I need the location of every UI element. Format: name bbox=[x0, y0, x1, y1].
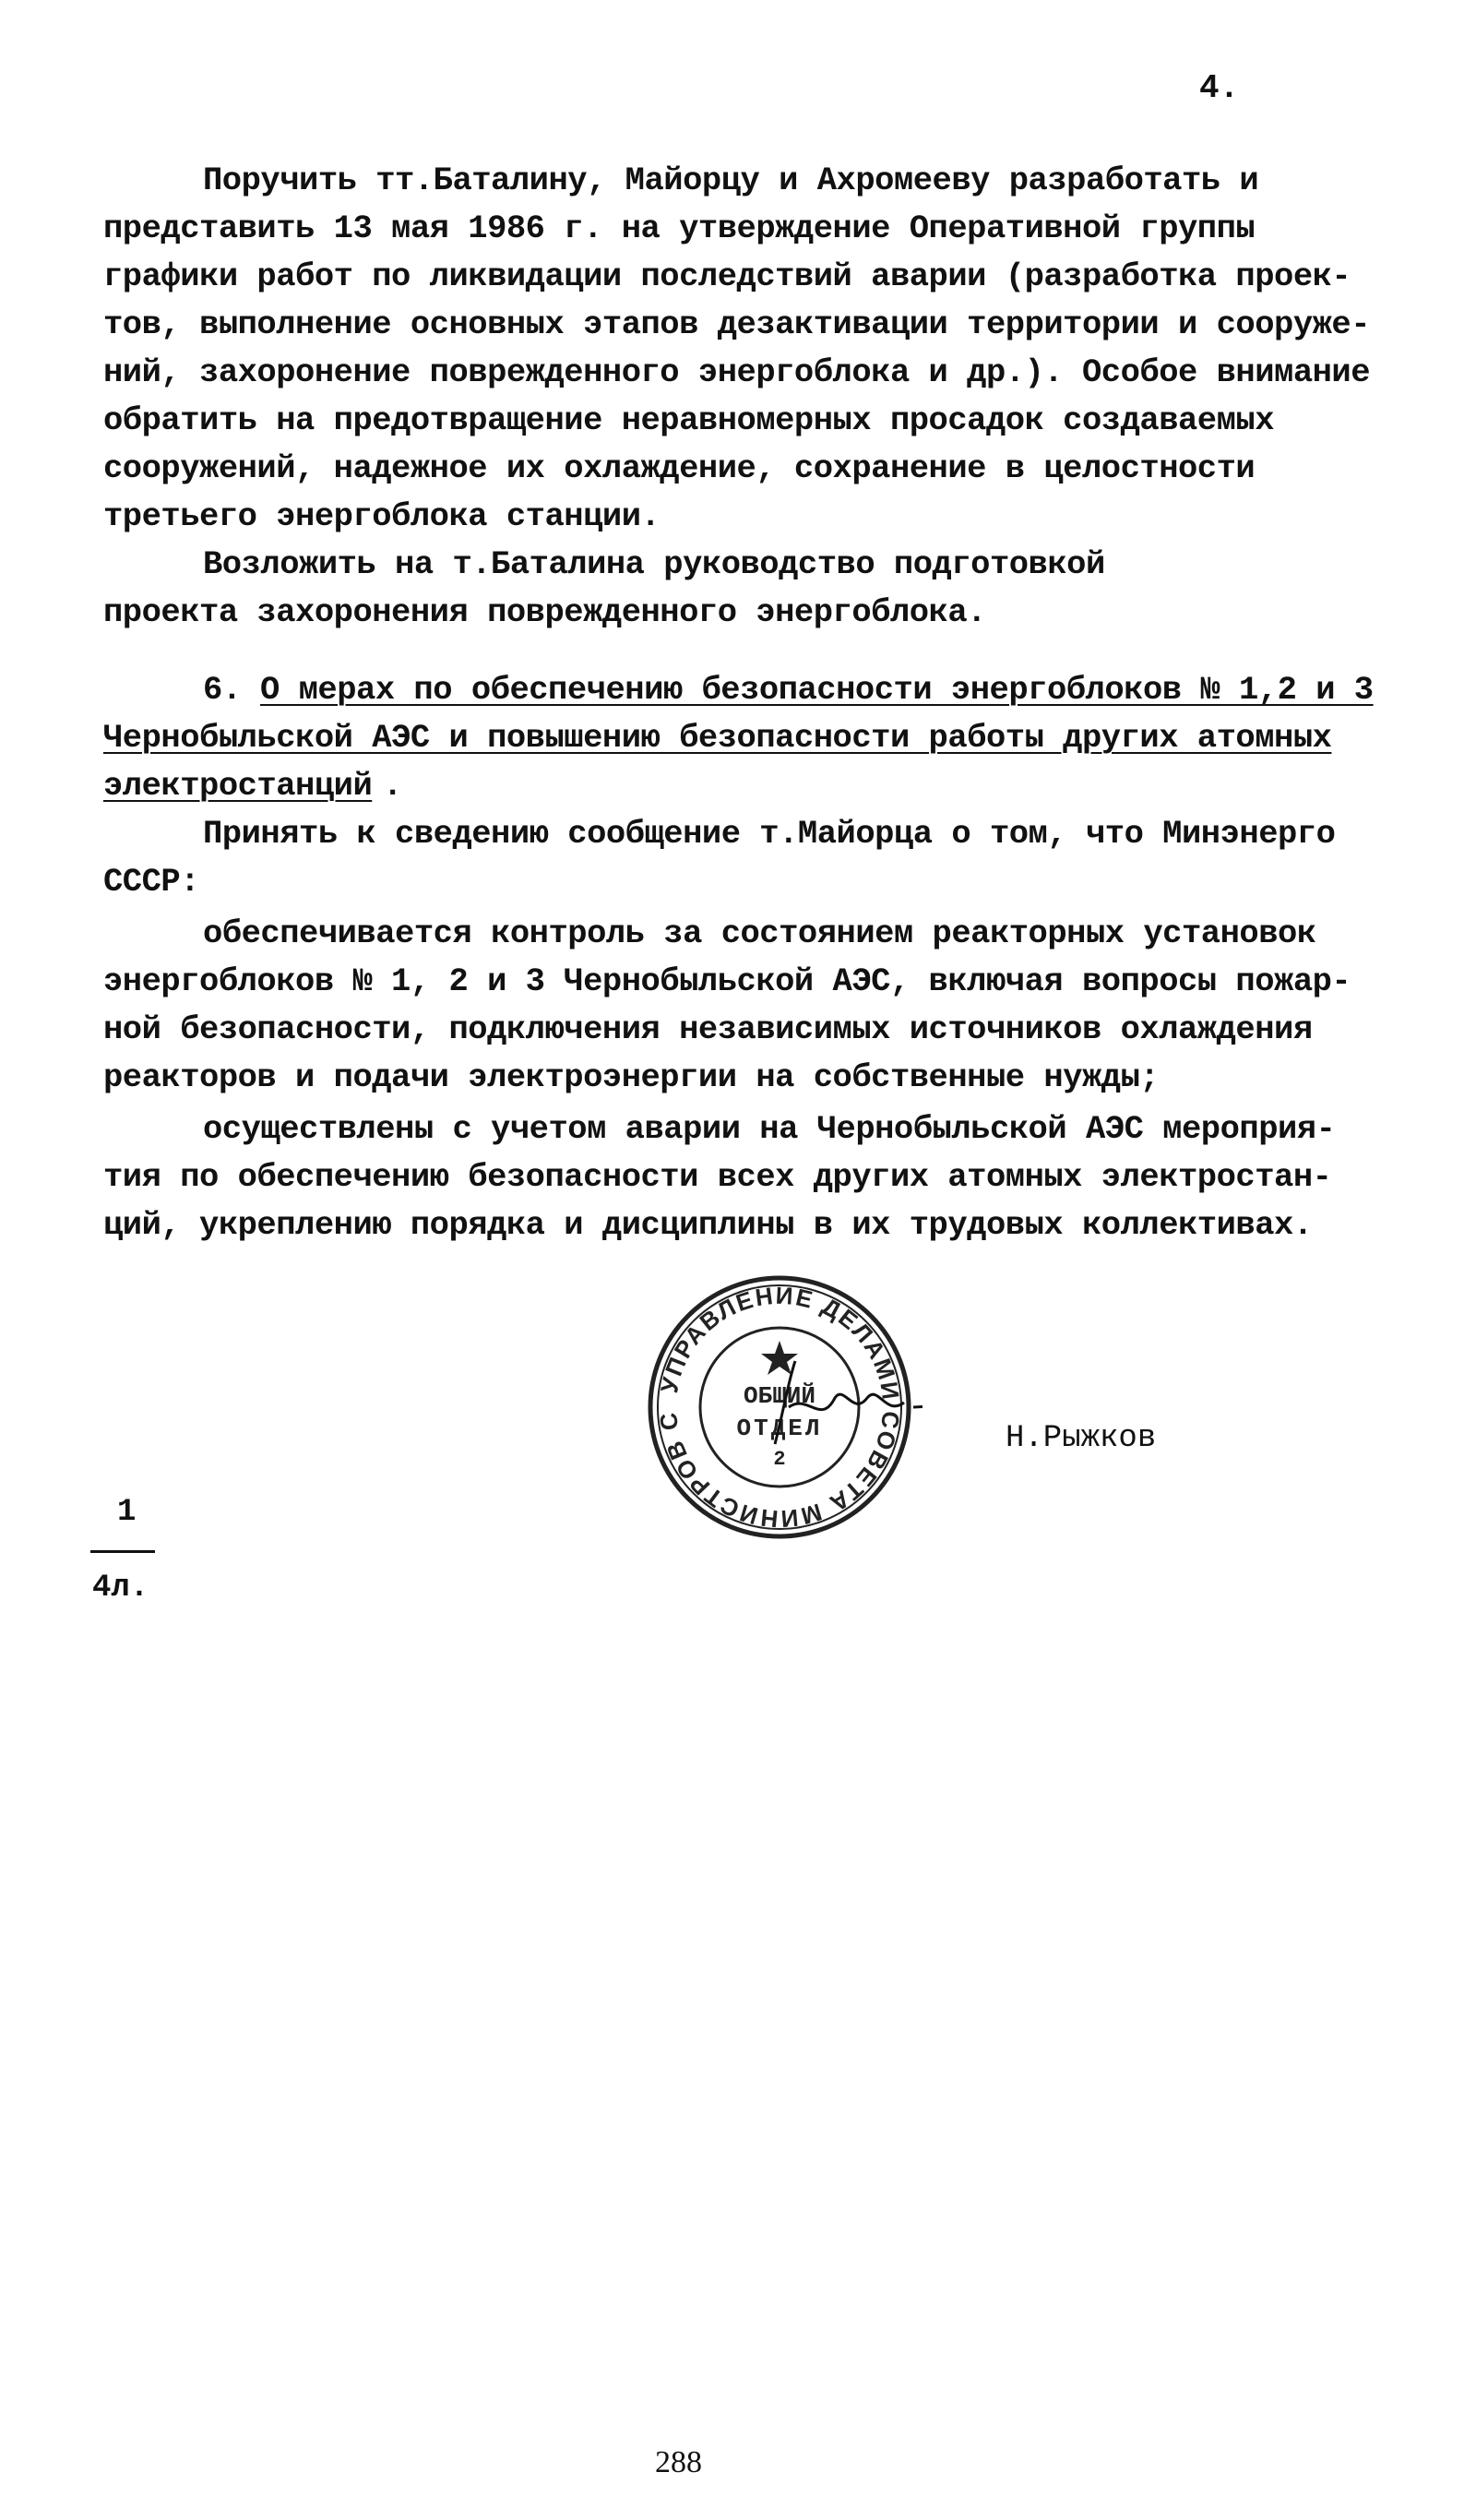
item-number: 6. bbox=[203, 671, 242, 709]
text-line: энергоблоков № 1, 2 и 3 Чернобыльской АЭС, включая вопросы пожар- bbox=[103, 962, 1351, 1000]
heading-line: О мерах по обеспечению безопасности энергоблоков № 1,2 и 3 bbox=[260, 671, 1374, 709]
seal-graphic bbox=[637, 1269, 922, 1546]
sheet-count: 4л. bbox=[92, 1571, 149, 1606]
text-line: Возложить на т.Баталина руководство подготовкой bbox=[203, 545, 1105, 583]
text-line: сооружений, надежное их охлаждение, сохранение в целостности bbox=[103, 449, 1256, 487]
text-line: обратить на предотвращение неравномерных просадок создаваемых bbox=[103, 401, 1275, 439]
page-marker: 4. bbox=[1199, 69, 1240, 107]
heading-line: Чернобыльской АЭС и повышению безопасности работы другиx атомных bbox=[103, 719, 1332, 757]
official-seal-stamp bbox=[637, 1269, 922, 1546]
text-line: третьего энергоблока станции. bbox=[103, 497, 661, 535]
text-line: ной безопасности, подключения независимых источников охлаждения bbox=[103, 1010, 1313, 1048]
text-line: тов, выполнение основных этапов дезактивации территории и сооруже- bbox=[103, 305, 1371, 343]
text-line: представить 13 мая 1986 г. на утверждение Оперативной группы bbox=[103, 209, 1256, 247]
signatory-name: Н.Рыжков bbox=[1006, 1421, 1157, 1456]
seal-center-line: ОТДЕЛ bbox=[736, 1415, 823, 1442]
text-line: осуществлены с учетом аварии на Чернобыльской АЭС мероприя- bbox=[203, 1110, 1336, 1148]
text-line: тия по обеспечению безопасности всех других атомных электростан- bbox=[103, 1158, 1332, 1196]
text-line: ний, захоронение поврежденного энергоблока и др.). Особое внимание bbox=[103, 353, 1371, 391]
footer-page-number: 288 bbox=[655, 2445, 702, 2479]
heading-period: . bbox=[383, 767, 402, 805]
text-line: реакторов и подачи электроэнергии на собственные нужды; bbox=[103, 1058, 1160, 1096]
text-line: Принять к сведению сообщение т.Майорца о том, что Минэнерго bbox=[203, 815, 1336, 853]
seal-center-line: ОБЩИЙ bbox=[743, 1382, 816, 1410]
copy-number: 1 bbox=[117, 1495, 137, 1530]
signature-dash bbox=[913, 1405, 922, 1407]
text-line: СССР: bbox=[103, 863, 200, 901]
fraction-bar bbox=[90, 1550, 155, 1553]
seal-ring-text: УПРАВЛЕНИЕ ДЕЛАМИ СОВЕТА МИНИСТРОВ С bbox=[653, 1281, 906, 1534]
seal-center-line: 2 bbox=[773, 1448, 786, 1471]
heading-line: электростанций bbox=[103, 767, 373, 805]
text-line: проекта захоронения поврежденного энергоблока. bbox=[103, 593, 986, 631]
text-line: ций, укреплению порядка и дисциплины в их трудовых коллективах. bbox=[103, 1206, 1313, 1244]
text-line: обеспечивается контроль за состоянием реакторных установок bbox=[203, 914, 1316, 952]
text-line: графики работ по ликвидации последствий аварии (разработка проек- bbox=[103, 257, 1351, 295]
text-line: Поручить тт.Баталину, Майорцу и Ахромееву разработать и bbox=[203, 161, 1259, 199]
